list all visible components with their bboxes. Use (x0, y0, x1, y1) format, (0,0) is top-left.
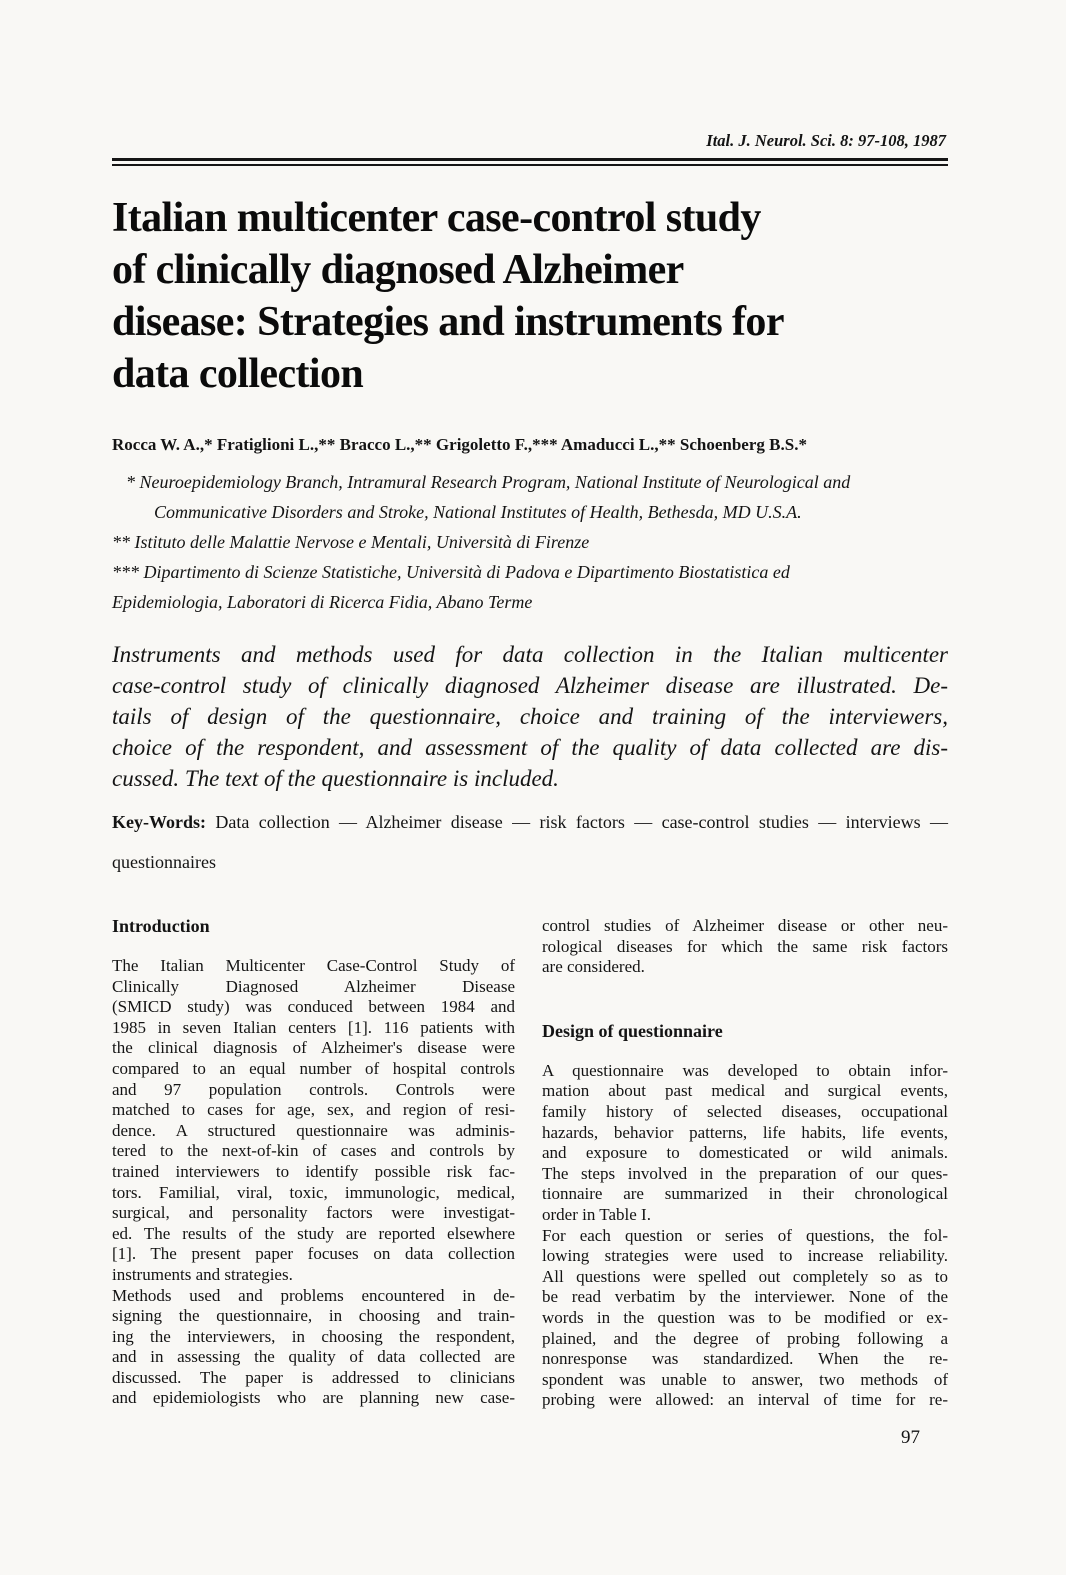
keywords-line-2: questionnaires (112, 852, 216, 872)
authors-line: Rocca W. A.,* Fratiglioni L.,** Bracco L.,** Grigoletto F.,*** Amaducci L.,** Schoenberg B.S.* (112, 435, 807, 454)
journal-citation: Ital. J. Neurol. Sci. 8: 97-108, 1987 (706, 131, 946, 150)
keywords-text: Data collection — Alzheimer disease — risk factors — case-control studies — interviews — (206, 812, 948, 832)
affiliations: * Neuroepidemiology Branch, Intramural Research Program, National Institute of Neurological and Communicative Disorders and Stroke, National Institutes of Health, Bethesda, MD U.S.A. ** Istituto delle Malattie Nervose e Mentali, Università di Firenze *** Dipartimento di Scienze Statistiche, Università di Padova e Dipartimento Biostatistica ed Epidemiologia, Laboratori di Ricerca Fidia, Abano Terme (112, 472, 851, 612)
section-heading-design-of-questionnaire: Design of questionnaire (542, 1020, 723, 1041)
design-paragraph-1: A questionnaire was developed to obtain infor- mation about past medical and surgical events, family history of selected diseases, occupational hazards, behavior patterns, life habits, life events, and exposure to domesticated or wild animals. The steps involved in the preparation of our ques- tionnaire are summarized in their chronological order in Table I. (542, 1060, 948, 1224)
header-double-rule (112, 158, 948, 166)
two-column-body (112, 916, 948, 1411)
page-number: 97 (901, 1426, 920, 1448)
keywords-line-1 (112, 802, 948, 842)
design-paragraph-2: For each question or series of questions, the fol- lowing strategies were used to increase reliability. All questions were spelled out completely so as to be read verbatim by the interviewer. None of the words in the question was to be modified or ex- plained, and the degree of probing following a nonresponse was standardized. When the re- spondent was unable to answer, two methods of probing were allowed: an interval of time for re- (542, 1225, 948, 1410)
section-heading-introduction: Introduction (112, 916, 210, 936)
column-left (112, 916, 515, 1411)
column-right (542, 916, 948, 1411)
keywords-block (112, 802, 948, 882)
paper-title: Italian multicenter case-control study of clinically diagnosed Alzheimer disease: Strategies and instruments for data collection (112, 195, 784, 397)
abstract: Instruments and methods used for data collection in the Italian multicenter case-control study of clinically diagnosed Alzheimer disease are illustrated. De- tails of design of the questionnaire, choice and training of the interviewers, choice of the respondent, and assessment of the quality of data collected are dis- cussed. The text of the questionnaire is included. (112, 642, 948, 791)
keywords-label: Key-Words: (112, 812, 206, 832)
introduction-paragraph-1: The Italian Multicenter Case-Control Study of Clinically Diagnosed Alzheimer Disease (SMICD study) was conduced between 1984 and 1985 in seven Italian centers [1]. 116 patients with the clinical diagnosis of Alzheimer's disease were compared to an equal number of hospital controls and 97 population controls. Controls were matched to cases for age, sex, and region of resi- dence. A structured questionnaire was adminis- tered to the next-of-kin of cases and controls by trained interviewers to identify possible risk fac- tors. Familial, viral, toxic, immunologic, medical, surgical, and personality factors were investigat- ed. The results of the study are reported elsewhere [1]. The present paper focuses on data collection instruments and strategies. (112, 956, 515, 1284)
introduction-continuation-paragraph: control studies of Alzheimer disease or other neu- rological diseases for which the same risk factors are considered. (542, 916, 948, 977)
introduction-paragraph-2: Methods used and problems encountered in de- signing the questionnaire, in choosing and train- ing the interviewers, in choosing the respondent, and in assessing the quality of data collected are discussed. The paper is addressed to clinicians and epidemiologists who are planning new case- (112, 1285, 515, 1408)
